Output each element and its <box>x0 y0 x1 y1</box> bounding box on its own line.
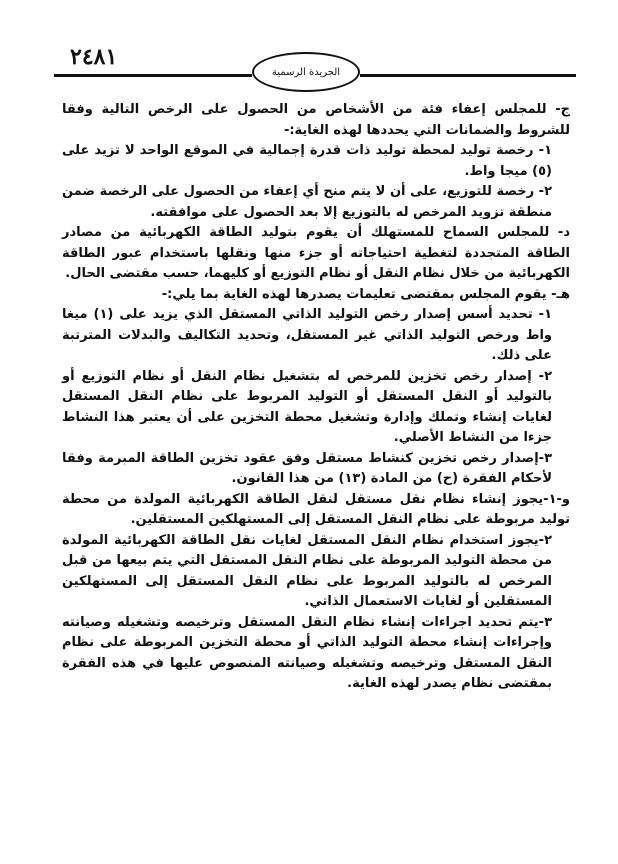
clause-w-item-1: و-١-يجوز إنشاء نظام نقل مستقل لنقل الطاقة الكهربائية المولدة من محطة توليد مربوطة على نظام النقل المستقل إلى المستهلكين المستقلين. <box>62 491 570 527</box>
page-number: ٢٤٨١ <box>70 44 118 70</box>
clause-d: د- للمجلس السماح للمستهلك أن يقوم بتوليد الطاقة الكهربائية من مصادر الطاقة المتجددة لتغطية احتياجاته أو جزء منها ونقلها باستخدام عبور الطاقة الكهربائية من خلال نظام النقل أو نظام التوزيع أو كليهما، حسب مقتضى الحال. <box>62 225 570 281</box>
clause-c: ج- للمجلس إعفاء فئة من الأشخاص من الحصول على الرخص التالية وفقا للشروط والضمانات التي يحددها لهذه الغاية:- <box>62 102 570 138</box>
clause-h-item-3: ٣-إصدار رخص تخزين كنشاط مستقل وفق عقود تخزين الطاقة المبرمة وفقا لأحكام الفقرة (ح) من المادة (١٣) من هذا القانون. <box>62 450 552 486</box>
header-rule-left <box>54 74 252 77</box>
clause-w-item-3: ٣-يتم تحديد اجراءات إنشاء نظام النقل المستقل وترخيصه وتشغيله وصيانته وإجراءات إنشاء محطة التوليد الذاتي أو محطة التخزين المربوطة على نظام النقل المستقل وترخيصه وتشغيله وصيانته المنصوص عليها في هذه الفقرة بمقتضى نظام يصدر لهذه الغاية. <box>62 614 552 691</box>
header-rule-right <box>360 74 576 77</box>
document-body <box>62 100 570 695</box>
clause-h-item-1: ١- تحديد أسس إصدار رخص التوليد الذاتي المستقل الذي يزيد على (١) ميغا واط ورخص التوليد الذاتي غير المستقل، وتحديد التكاليف والبدلات المترتبة على ذلك. <box>62 307 552 363</box>
clause-h: هـ- يقوم المجلس بمقتضى تعليمات يصدرها لهذه الغاية بما يلي:- <box>161 286 570 302</box>
clause-w-item-2: ٢-يجوز استخدام نظام النقل المستقل لغايات نقل الطاقة الكهربائية المولدة من محطة التوليد المربوطة على نظام النقل المستقل التي يتم بيعها من قبل المرخص له بالتوليد المربوط على نظام النقل المستقل إلى المستهلكين المستقلين أو لغايات الاستعمال الذاتي. <box>62 532 552 609</box>
masthead-emblem <box>252 52 360 92</box>
clause-c-item-2: ٢- رخصة للتوزيع، على أن لا يتم منح أي إعفاء من الحصول على الرخصة ضمن منطقة تزويد المرخص له بالتوزيع إلا بعد الحصول على موافقته. <box>62 184 552 220</box>
clause-h-item-2: ٢- إصدار رخص تخزين للمرخص له بتشغيل نظام النقل أو نظام التوزيع أو بالتوليد أو النقل المستقل أو التوليد المربوط على نظام النقل المستقل لغايات إنشاء وتملك وإدارة وتشغيل محطة التخزين على أن يعتبر هذا النشاط جزءا من النشاط الأصلي. <box>62 368 552 445</box>
clause-c-item-1: ١- رخصة توليد لمحطة توليد ذات قدرة إجمالية في الموقع الواحد لا تزيد على (٥) ميجا واط. <box>62 143 552 179</box>
masthead-title: الجريدة الرسمية <box>271 66 341 78</box>
